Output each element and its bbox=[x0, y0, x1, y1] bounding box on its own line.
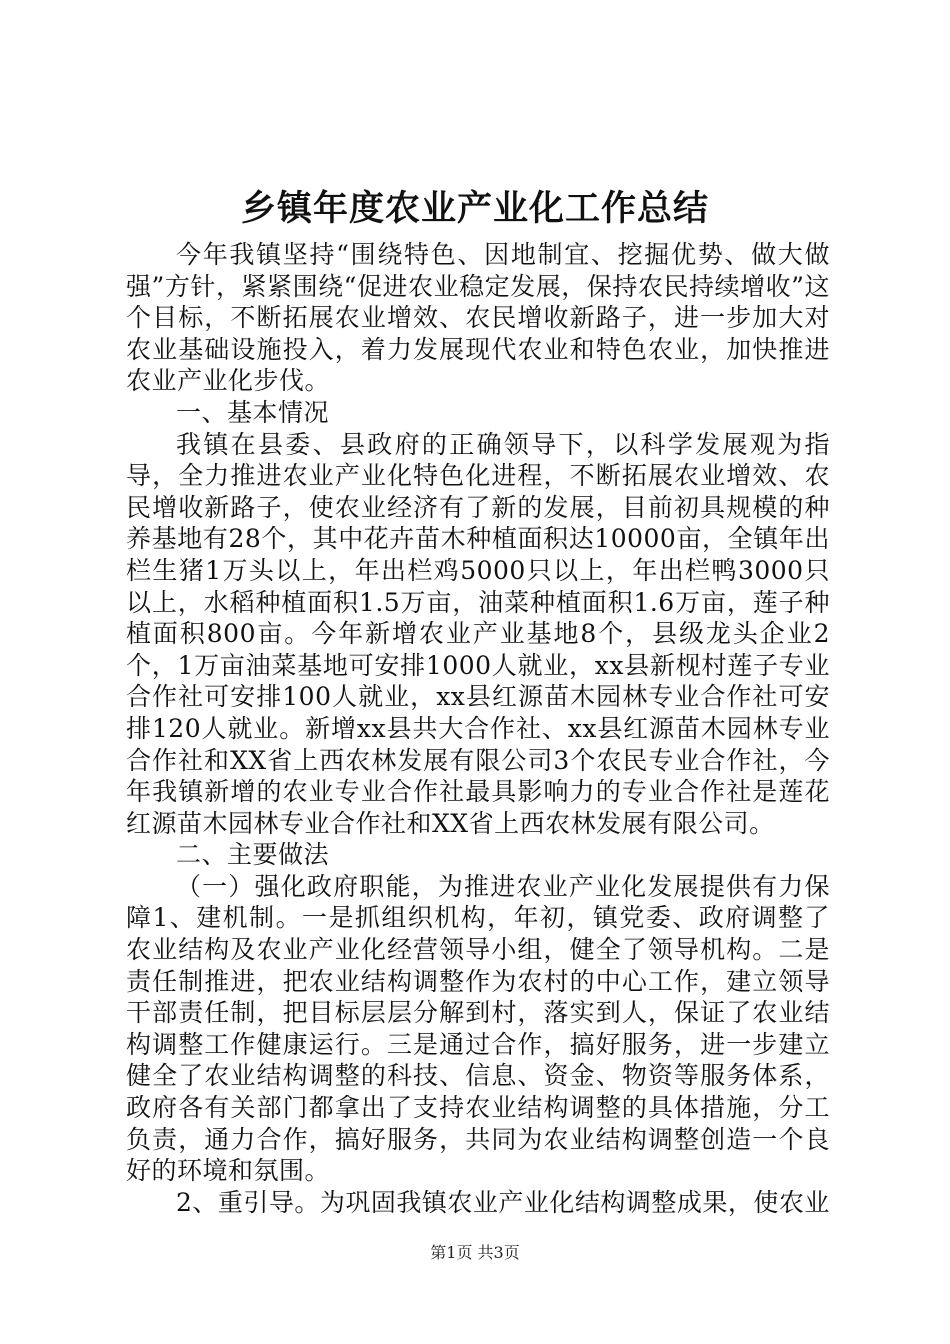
practice-paragraph-2: 2、重引导。为巩固我镇农业产业化结构调整成果，使农业 bbox=[176, 1187, 830, 1217]
section-heading-basic-situation: 一、基本情况 bbox=[176, 397, 330, 427]
page-footer bbox=[0, 1242, 950, 1264]
page-number: 第1页 bbox=[430, 1243, 473, 1262]
basic-situation-paragraph: 我镇在县委、县政府的正确领导下，以科学发展观为指导，全力推进农业产业化特色化进程，不断拓展农业增效、农民增收新路子，使农业经济有了新的发展，目前初具规模的种养基地有28个，其中花卉苗木种植面积达10000亩，全镇年出栏生猪1万头以上，年出栏鸡5000只以上，年出栏鸭3000只以上，水稻种植面积1.5万亩，油菜种植面积1.6万亩，莲子种植面积800亩。今年新增农业产业基地8个，县级龙头企业2个，1万亩油菜基地可安排1000人就业，xx县新枧村莲子专业合作社可安排100人就业，xx县红源苗木园林专业合作社可安排120人就业。新增xx县共大合作社、xx县红源苗木园林专业合作社和XX省上西农林发展有限公司3个农民专业合作社，今年我镇新增的农业专业合作社最具影响力的专业合作社是莲花红源苗木园林专业合作社和XX省上西农林发展有限公司。 bbox=[126, 429, 830, 838]
document-body bbox=[126, 239, 830, 1218]
section-heading-main-practices: 二、主要做法 bbox=[176, 840, 330, 870]
document-title: 乡镇年度农业产业化工作总结 bbox=[240, 189, 709, 229]
intro-paragraph: 今年我镇坚持“围绕特色、因地制宜、挖掘优势、做大做强”方针，紧紧围绕“促进农业稳定发展，保持农民持续增收”这个目标，不断拓展农业增效、农民增收新路子，进一步加大对农业基础设施投入，着力发展现代农业和特色农业，加快推进农业产业化步伐。 bbox=[126, 240, 830, 396]
practice-paragraph-1: （一）强化政府职能，为推进农业产业化发展提供有力保障1、建机制。一是抓组织机构，年初，镇党委、政府调整了农业结构及农业产业化经营领导小组，健全了领导机构。二是责任制推进，把农业结构调整作为农村的中心工作，建立领导干部责任制，把目标层层分解到村，落实到人，保证了农业结构调整工作健康运行。三是通过合作，搞好服务，进一步建立健全了农业结构调整的科技、信息、资金、物资等服务体系，政府各有关部门都拿出了支持农业结构调整的具体措施，分工负责，通力合作，搞好服务，共同为农业结构调整创造一个良好的环境和氛围。 bbox=[126, 871, 830, 1186]
page-total: 共3页 bbox=[477, 1243, 520, 1262]
